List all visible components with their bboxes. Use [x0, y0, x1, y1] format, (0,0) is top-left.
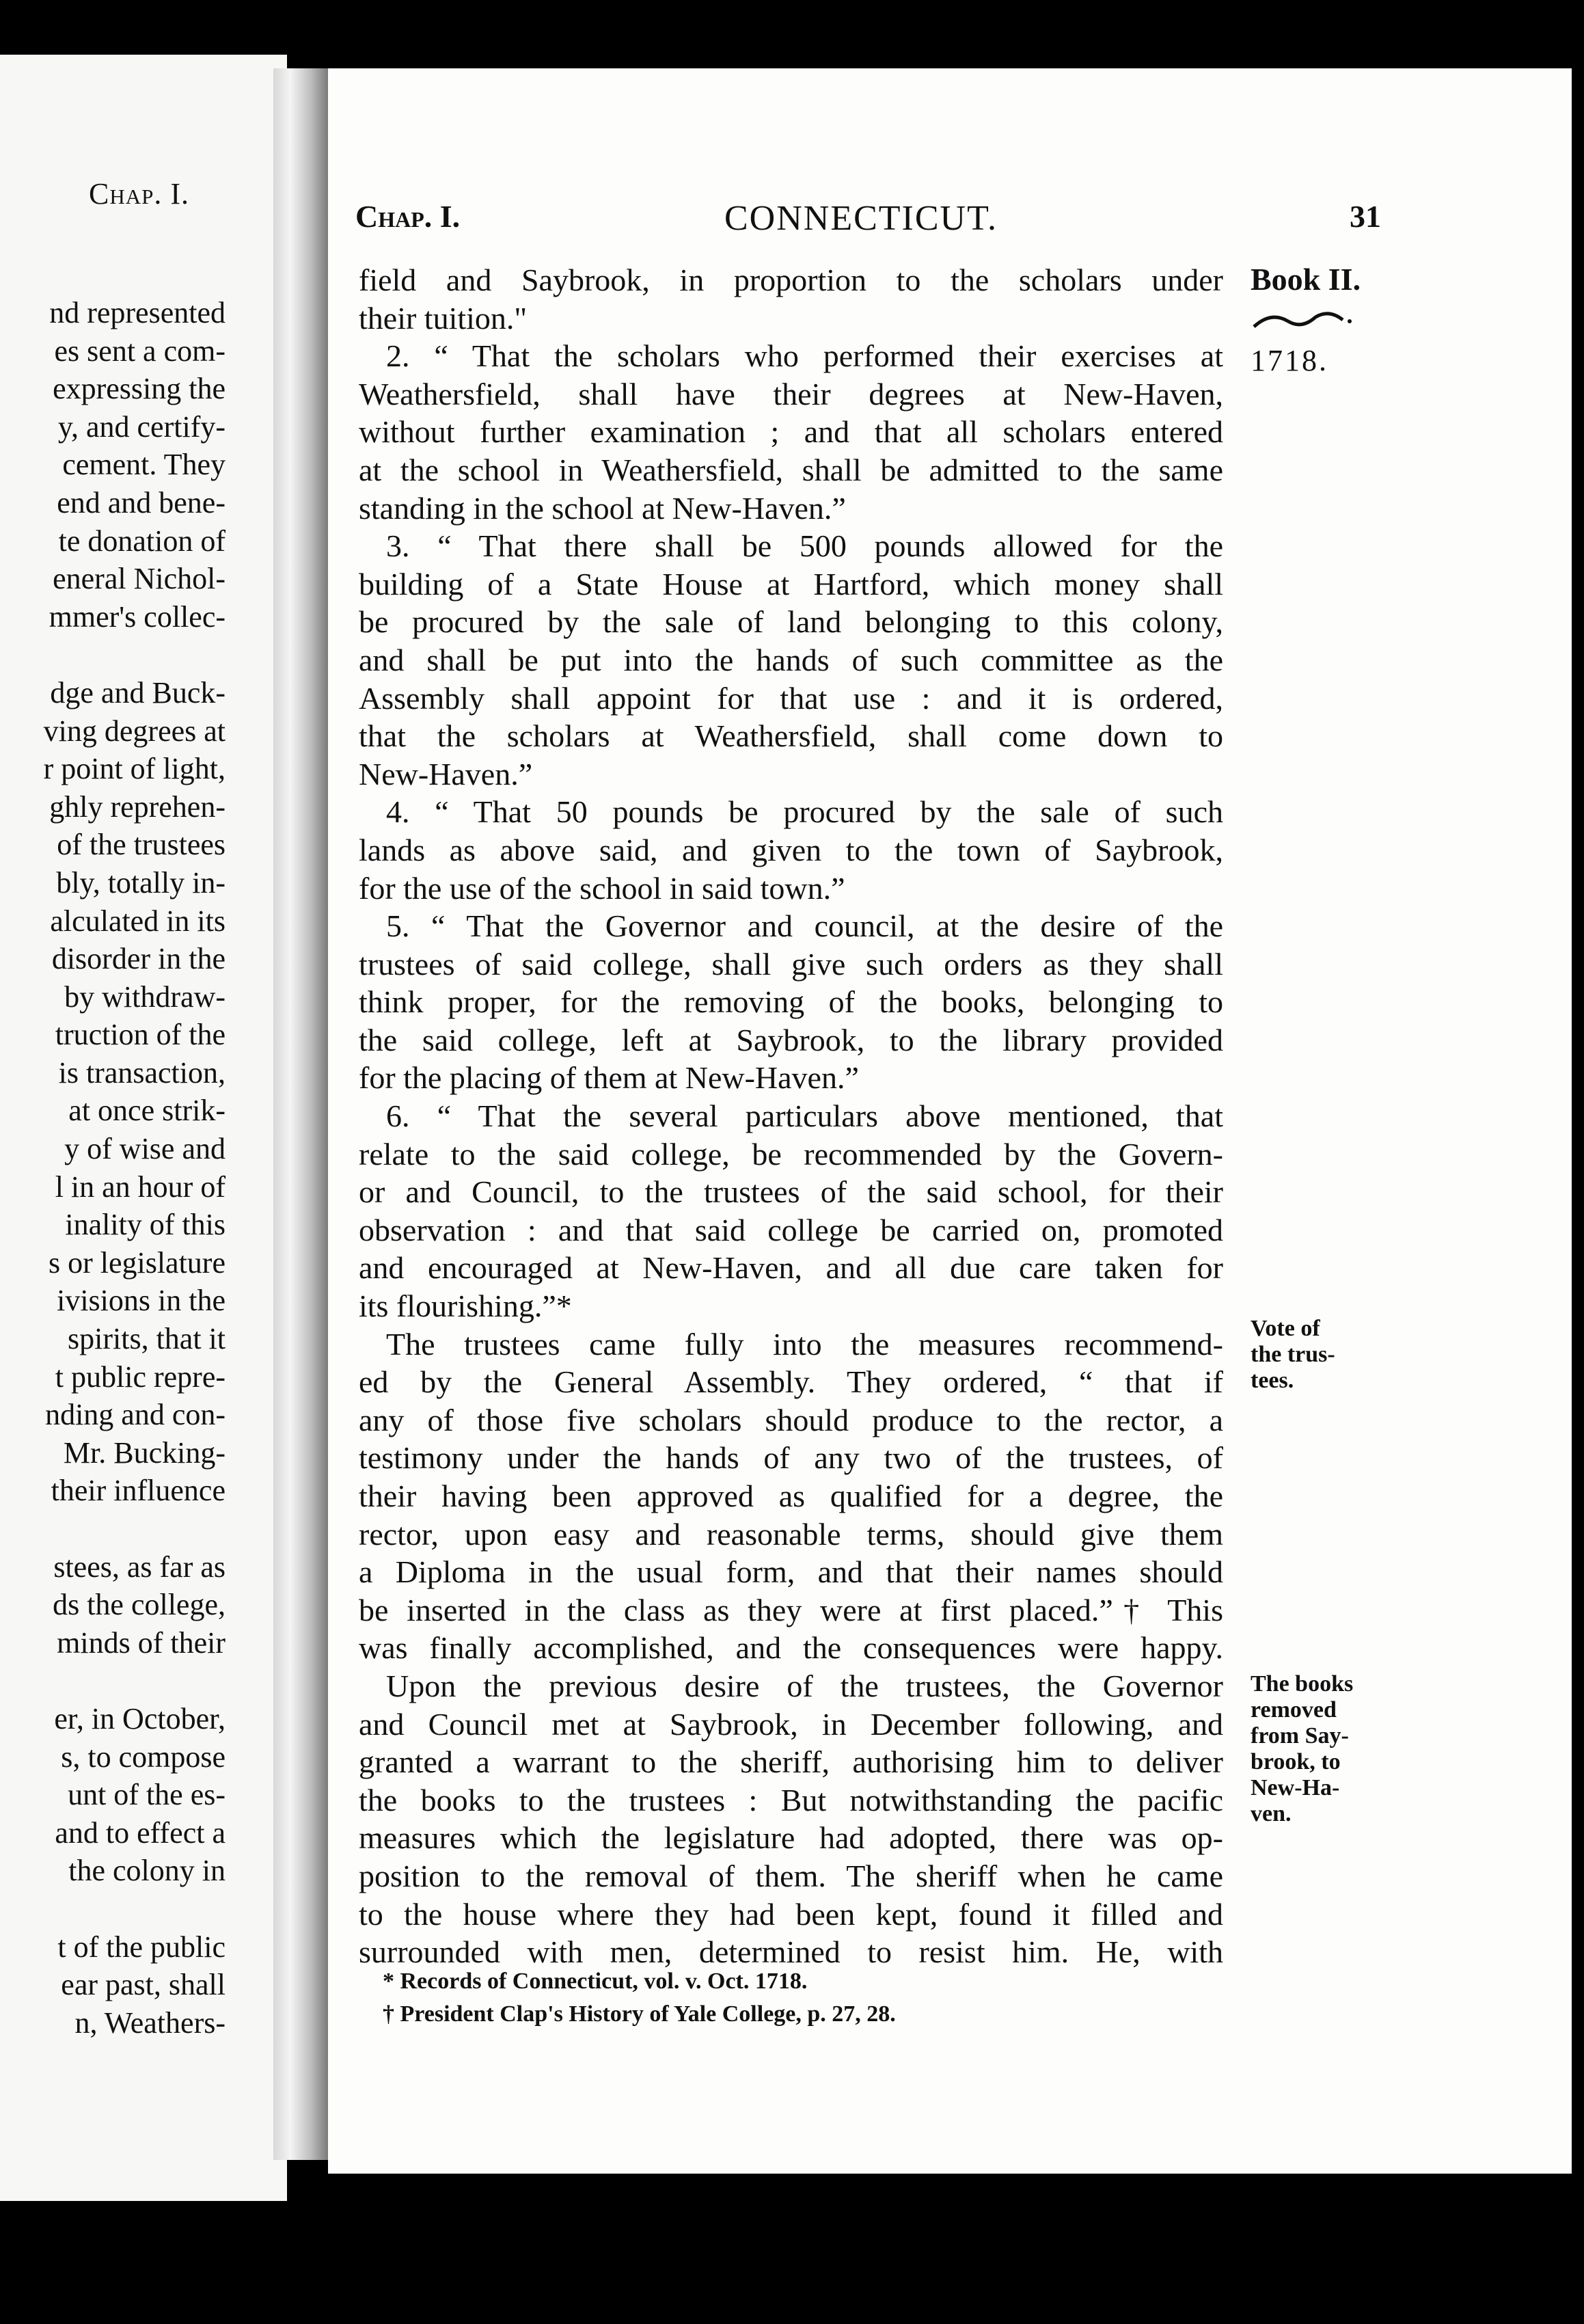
body-line: The trustees came fully into the measures recommend-	[386, 1326, 1223, 1362]
left-page-line: truction of the	[55, 1018, 226, 1052]
body-line: 3. “ That there shall be 500 pounds allowed for the	[386, 528, 1223, 564]
left-page-line: cement. They	[62, 448, 226, 482]
left-page-line: of the trustees	[57, 828, 226, 862]
margin-note-line: brook, to	[1251, 1749, 1341, 1774]
left-page-line: and to effect a	[55, 1815, 226, 1850]
body-line: its flourishing.”*	[359, 1288, 572, 1324]
left-page-line: unt of the es-	[68, 1778, 226, 1812]
body-line: 6. “ That the several particulars above mentioned, that	[386, 1098, 1223, 1134]
footnote: † President Clap's History of Yale College, p. 27, 28.	[383, 2001, 896, 2027]
body-line: testimony under the hands of any two of the trustees, of	[359, 1440, 1223, 1476]
body-line: New-Haven.”	[359, 756, 533, 792]
body-line: Assembly shall appoint for that use : and it is ordered,	[359, 680, 1223, 716]
left-page-line: ear past, shall	[61, 1968, 226, 2002]
body-line: 4. “ That 50 pounds be procured by the sale of such	[386, 794, 1223, 830]
margin-note-line: from Say-	[1251, 1723, 1349, 1748]
margin-note-line: tees.	[1251, 1368, 1294, 1393]
left-page-line: eneral Nichol-	[53, 562, 226, 596]
left-page-line: ds the college,	[53, 1588, 226, 1622]
left-page-line: mmer's collec-	[49, 599, 226, 634]
body-line: without further examination ; and that all scholars entered	[359, 414, 1223, 450]
left-page-running-head: Chap. I.	[89, 177, 190, 211]
body-line: relate to the said college, be recommended by the Govern-	[359, 1136, 1223, 1172]
left-page-line: Mr. Bucking-	[63, 1435, 226, 1470]
page-number: 31	[1350, 199, 1381, 234]
running-head	[355, 198, 1380, 239]
left-page-line: the colony in	[68, 1854, 226, 1888]
body-line: field and Saybrook, in proportion to the scholars under	[359, 262, 1223, 297]
margin-note-line: ven.	[1251, 1801, 1292, 1826]
left-page-line: t public repre-	[55, 1360, 226, 1394]
left-page-line: y, and certify-	[57, 409, 226, 444]
left-page-line: ivisions in the	[57, 1284, 226, 1318]
body-line: was finally accomplished, and the consequences were happy.	[359, 1630, 1223, 1666]
body-line: building of a State House at Hartford, which money shall	[359, 566, 1223, 602]
left-page-line: minds of their	[57, 1625, 226, 1660]
body-line: that the scholars at Weathersfield, shall come down to	[359, 718, 1223, 754]
body-line: the said college, left at Saybrook, to the library provided	[359, 1022, 1223, 1057]
footnotes	[383, 1965, 896, 2031]
left-page-line: s, to compose	[61, 1740, 226, 1774]
body-line: Upon the previous desire of the trustees, the Governor	[386, 1668, 1223, 1703]
margin-note-books-removed	[1251, 1671, 1353, 1827]
left-page-line: es sent a com-	[54, 334, 226, 368]
body-line: any of those five scholars should produce to the rector, a	[359, 1402, 1223, 1437]
left-page-line	[0, 1510, 226, 1548]
body-line: 2. “ That the scholars who performed their exercises at	[386, 338, 1223, 374]
left-page-line: er, in October,	[54, 1701, 226, 1735]
left-page-line: spirits, that it	[68, 1322, 226, 1356]
body-line: for the use of the school in said town.”	[359, 870, 845, 906]
body-line: observation : and that said college be carried on, promoted	[359, 1212, 1223, 1247]
body-line: and encouraged at New-Haven, and all due care taken for	[359, 1250, 1223, 1286]
body-line: rector, upon easy and reasonable terms, should give them	[359, 1516, 1223, 1552]
left-page-line	[0, 636, 226, 674]
left-page	[0, 55, 287, 2201]
margin-note-line: New-Ha-	[1251, 1775, 1340, 1800]
body-line: position to the removal of them. The sheriff when he came	[359, 1858, 1223, 1893]
left-page-line: nd represented	[49, 296, 226, 329]
body-line: for the placing of them at New-Haven.”	[359, 1060, 859, 1096]
body-line: 5. “ That the Governor and council, at the desire of the	[386, 908, 1223, 944]
left-page-line: t of the public	[57, 1930, 226, 1964]
left-page-line: at once strik-	[68, 1094, 226, 1128]
footnote: * Records of Connecticut, vol. v. Oct. 1718.	[383, 1969, 808, 1994]
body-line: Weathersfield, shall have their degrees at New-Haven,	[359, 376, 1223, 411]
body-line: the books to the trustees : But notwithstanding the pacific	[359, 1782, 1223, 1818]
margin-note-line: Vote of	[1251, 1316, 1320, 1341]
left-page-line: ghly reprehen-	[49, 789, 226, 824]
left-page-line: bly, totally in-	[56, 865, 226, 900]
body-line: at the school in Weathersfield, shall be admitted to the same	[359, 452, 1223, 487]
body-line: or and Council, to the trustees of the said school, for their	[359, 1174, 1223, 1210]
body-line: trustees of said college, shall give such orders as they shall	[359, 946, 1223, 982]
left-page-line: stees, as far as	[53, 1550, 226, 1584]
margin-year: 1718.	[1251, 344, 1328, 377]
left-page-line: disorder in the	[51, 942, 226, 976]
margin-note-line: The books	[1251, 1671, 1354, 1697]
body-line: and shall be put into the hands of such committee as the	[359, 642, 1223, 677]
left-page-line: ving degrees at	[43, 714, 226, 748]
left-page-line: l in an hour of	[55, 1170, 226, 1204]
left-page-line	[0, 1890, 226, 1928]
left-page-line	[0, 1662, 226, 1700]
body-line: their tuition."	[359, 300, 528, 336]
body-line: a Diploma in the usual form, and that their names should	[359, 1554, 1223, 1590]
body-line: and Council met at Saybrook, in December following, and	[359, 1706, 1223, 1742]
flourish-ornament-icon	[1251, 308, 1353, 335]
left-page-line: their influence	[51, 1474, 226, 1508]
left-page-line: expressing the	[53, 372, 226, 406]
body-line: be procured by the sale of land belonging to this colony,	[359, 604, 1223, 640]
body-line: ed by the General Assembly. They ordered, “ that if	[359, 1364, 1223, 1400]
left-page-line: end and bene-	[57, 485, 226, 519]
left-page-line: alculated in its	[50, 904, 226, 938]
body-line: to the house where they had been kept, found it filled and	[359, 1896, 1223, 1932]
left-page-line: nding and con-	[45, 1398, 226, 1432]
left-page-line: dge and Buck-	[50, 675, 226, 710]
running-head-title: CONNECTICUT.	[724, 199, 998, 238]
body-line: standing in the school at New-Haven.”	[359, 490, 846, 526]
margin-book: Book II.	[1251, 262, 1361, 297]
body-line: their having been approved as qualified for a degree, the	[359, 1478, 1223, 1513]
left-page-line: n, Weathers-	[74, 2005, 226, 2040]
left-page-line: inality of this	[65, 1208, 226, 1242]
body-line: granted a warrant to the sheriff, authorising him to deliver	[359, 1744, 1223, 1780]
left-page-line: y of wise and	[64, 1132, 226, 1166]
left-page-text	[0, 294, 226, 2042]
left-page-line: is transaction,	[58, 1055, 226, 1090]
body-line: think proper, for the removing of the books, belonging to	[359, 984, 1223, 1020]
left-page-line: s or legislature	[48, 1245, 226, 1280]
body-line: surrounded with men, determined to resist him. He, with	[359, 1934, 1223, 1970]
margin-note-vote-of-trustees	[1251, 1316, 1335, 1394]
left-page-line: by withdraw-	[64, 979, 226, 1014]
body-text	[359, 261, 1223, 1971]
left-page-line: r point of light,	[43, 752, 226, 786]
body-line: be inserted in the class as they were at first placed.”† This	[359, 1592, 1223, 1627]
margin-note-line: removed	[1251, 1697, 1337, 1722]
left-page-line: te donation of	[58, 524, 226, 558]
running-head-chapter: Chap. I.	[355, 199, 461, 234]
body-line: measures which the legislature had adopted, there was op-	[359, 1820, 1223, 1856]
margin-note-line: the trus-	[1251, 1342, 1335, 1367]
body-line: lands as above said, and given to the town of Saybrook,	[359, 832, 1223, 867]
